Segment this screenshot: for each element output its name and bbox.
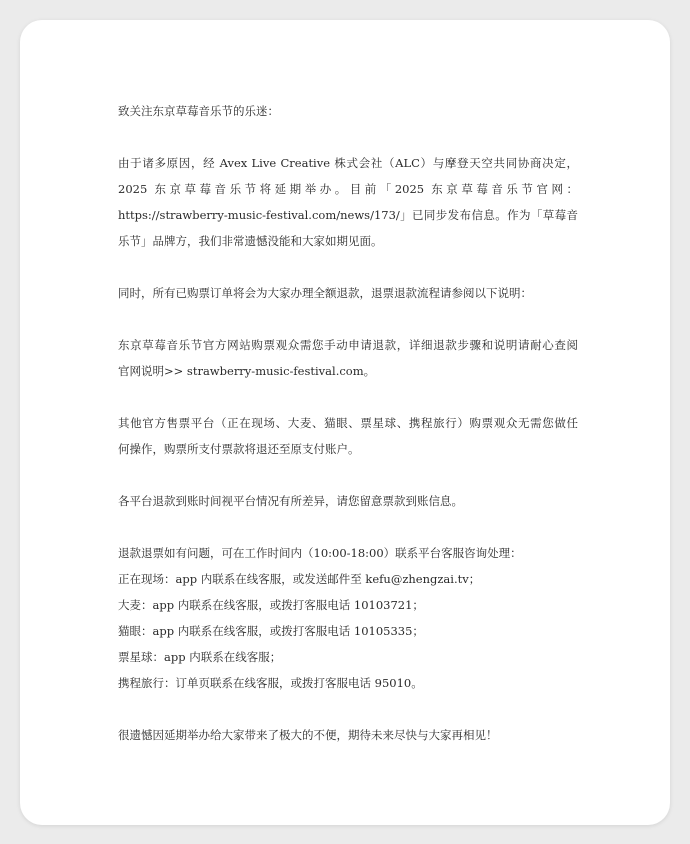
official-site-line-1: 东京草莓音乐节官方网站购票观众需您手动申请退款，详细退款步骤和说明请耐心查阅 xyxy=(118,338,578,352)
other-platforms-line-1: 其他官方售票平台（正在现场、大麦、猫眼、票星球、携程旅行）购票观众无需您做任 xyxy=(118,416,578,430)
greeting-text: 致关注东京草莓音乐节的乐迷： xyxy=(118,104,279,118)
closing-paragraph xyxy=(118,722,578,748)
other-platforms-paragraph xyxy=(118,410,578,462)
contact-piaoxingqiu: 票星球：app 内联系在线客服； xyxy=(118,650,282,664)
contact-maoyan: 猫眼：app 内联系在线客服，或拨打客服电话 10105335； xyxy=(118,624,424,638)
official-site-line-2: 官网说明>> strawberry-music-festival.com。 xyxy=(118,364,376,378)
official-site-paragraph xyxy=(118,332,578,384)
contact-intro: 退款退票如有问题，可在工作时间内（10:00-18:00）联系平台客服咨询处理： xyxy=(118,546,522,560)
contact-ctrip: 携程旅行：订单页联系在线客服，或拨打客服电话 95010。 xyxy=(118,676,423,690)
contact-zhengzai: 正在现场：app 内联系在线客服，或发送邮件至 kefu@zhengzai.tv； xyxy=(118,572,481,586)
postponement-line-4: 乐节」品牌方，我们非常遗憾没能和大家如期见面。 xyxy=(118,234,383,248)
contact-paragraph xyxy=(118,540,578,696)
refund-intro-paragraph xyxy=(118,280,578,306)
arrival-note-text: 各平台退款到账时间视平台情况有所差异，请您留意票款到账信息。 xyxy=(118,494,463,508)
greeting-paragraph xyxy=(118,98,578,124)
announcement-card xyxy=(20,20,670,825)
announcement-body xyxy=(118,98,578,774)
postponement-line-1: 由于诸多原因，经 Avex Live Creative 株式会社（ALC）与摩登天空共同协商决定， xyxy=(118,156,578,170)
postponement-paragraph xyxy=(118,150,578,254)
closing-text: 很遗憾因延期举办给大家带来了极大的不便，期待未来尽快与大家再相见！ xyxy=(118,728,498,742)
refund-intro-text: 同时，所有已购票订单将会为大家办理全额退款，退票退款流程请参阅以下说明： xyxy=(118,286,532,300)
arrival-note-paragraph xyxy=(118,488,578,514)
postponement-line-3: https://strawberry-music-festival.com/news/173/」已同步发布信息。作为「草莓音 xyxy=(118,208,578,222)
postponement-line-2: 2025 东京草莓音乐节将延期举办。目前「2025 东京草莓音乐节官网： xyxy=(118,182,578,196)
other-platforms-line-2: 何操作，购票所支付票款将退还至原支付账户。 xyxy=(118,442,360,456)
contact-damai: 大麦：app 内联系在线客服，或拨打客服电话 10103721； xyxy=(118,598,424,612)
